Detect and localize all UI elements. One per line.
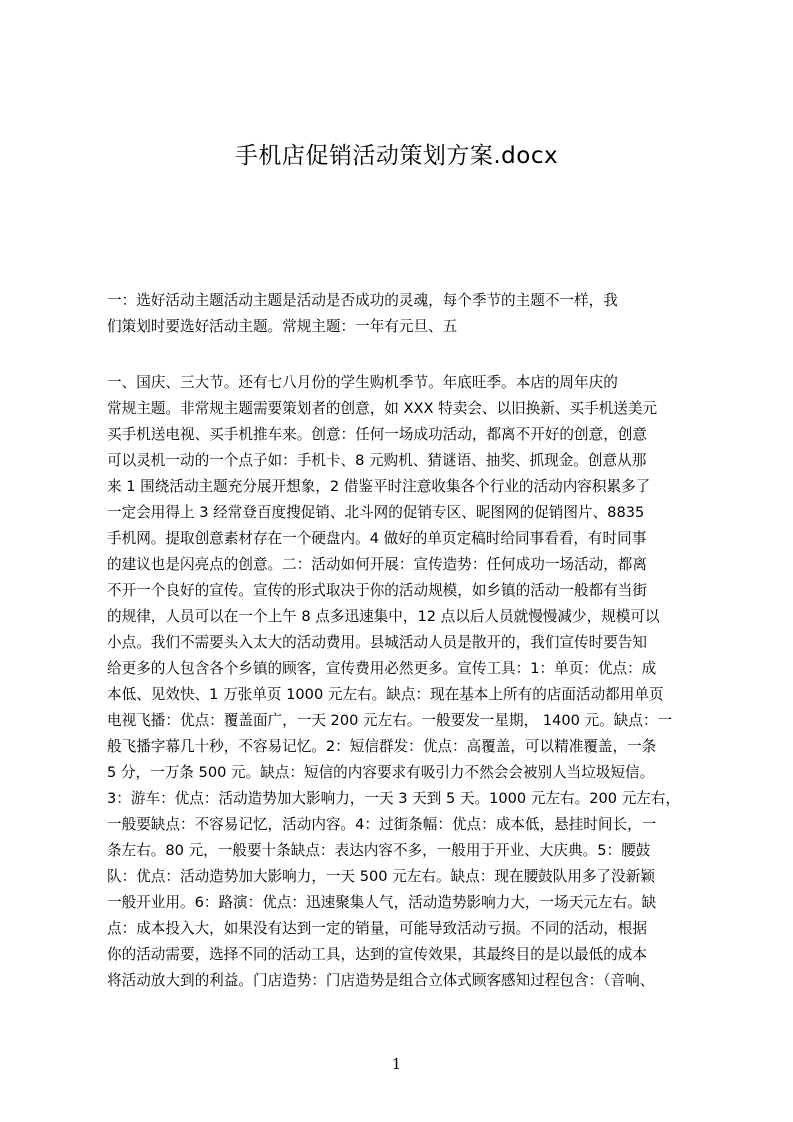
text-line: 本低、见效快、1 万张单页 1000 元左右。缺点：现在基本上所有的店面活动都用单页	[107, 686, 664, 703]
text-line: 点：成本投入大，如果没有达到一定的销量，可能导致活动亏损。不同的活动，根据	[107, 920, 647, 937]
text-line: 一：选好活动主题活动主题是活动是否成功的灵魂，每个季节的主题不一样，我	[107, 292, 618, 309]
text-line: 一定会用得上 3 经常登百度搜促销、北斗网的促销专区、昵图网的促销图片、8835	[107, 504, 645, 521]
document-title: 手机店促销活动策划方案.docx	[234, 143, 559, 169]
text-line: 给更多的人包含各个乡镇的顾客，宣传费用必然更多。宣传工具：1：单页：优点：成	[107, 660, 657, 677]
text-line: 你的活动需要，选择不同的活动工具，达到的宣传效果，其最终目的是以最低的成本	[107, 946, 647, 963]
text-line: 一、国庆、三大节。还有七八月份的学生购机季节。年底旺季。本店的周年庆的	[107, 374, 618, 391]
text-line: 来 1 围绕活动主题充分展开想象，2 借鉴平时注意收集各个行业的活动内容积累多了	[107, 478, 651, 495]
text-line: 可以灵机一动的一个点子如：手机卡、8 元购机、猜谜语、抽奖、抓现金。创意从那	[107, 452, 647, 469]
text-line: 常规主题。非常规主题需要策划者的创意，如 XXX 特卖会、以旧换新、买手机送美元	[107, 400, 658, 417]
text-line: 的建议也是闪亮点的创意。二：活动如何开展：宣传造势：任何成功一场活动，都离	[107, 556, 647, 573]
page-number: 1	[391, 1055, 402, 1073]
text-line: 买手机送电视、买手机推车来。创意：任何一场成功活动，都离不开好的创意，创意	[107, 426, 647, 443]
text-line: 一般要缺点：不容易记忆，活动内容。4：过街条幅：优点：成本低，悬挂时间长，一	[107, 816, 657, 833]
text-line: 条左右。80 元，一般要十条缺点：表达内容不多，一般用于开业、大庆典。5：腰鼓	[107, 842, 651, 859]
text-line: 不开一个良好的宣传。宣传的形式取决于你的活动规模，如乡镇的活动一般都有当街	[107, 582, 647, 599]
text-line: 手机网。提取创意素材存在一个硬盘内。4 做好的单页定稿时给同事看看，有时同事	[107, 530, 647, 547]
text-line: 小点。我们不需要头入太大的活动费用。县城活动人员是散开的，我们宣传时要告知	[107, 634, 647, 651]
text-line: 一般开业用。6：路演：优点：迅速聚集人气，活动造势影响力大，一场天元左右。缺	[107, 894, 657, 911]
text-line: 的规律，人员可以在一个上午 8 点多迅速集中，12 点以后人员就慢慢减少，规模可以	[107, 608, 660, 625]
text-line: 般飞播字幕几十秒，不容易记忆。2：短信群发：优点：高覆盖，可以精准覆盖，一条	[107, 738, 657, 755]
text-line: 队：优点：活动造势加大影响力，一天 500 元左右。缺点：现在腰鼓队用多了没新颖	[107, 868, 655, 885]
text-line: 3：游车：优点：活动造势加大影响力，一天 3 天到 5 天。1000 元左右。200 元左右，	[107, 790, 681, 807]
text-line: 们策划时要选好活动主题。常规主题：一年有元旦、五	[107, 318, 458, 335]
text-line: 电视飞播：优点：覆盖面广，一天 200 元左右。一般要发一星期， 1400 元。缺点：一	[107, 712, 673, 729]
text-line: 5 分，一万条 500 元。缺点：短信的内容要求有吸引力不然会会被别人当垃圾短信。	[107, 764, 655, 781]
text-line: 将活动放大到的利益。门店造势：门店造势是组合立体式顾客感知过程包含：（音响、	[107, 972, 655, 989]
